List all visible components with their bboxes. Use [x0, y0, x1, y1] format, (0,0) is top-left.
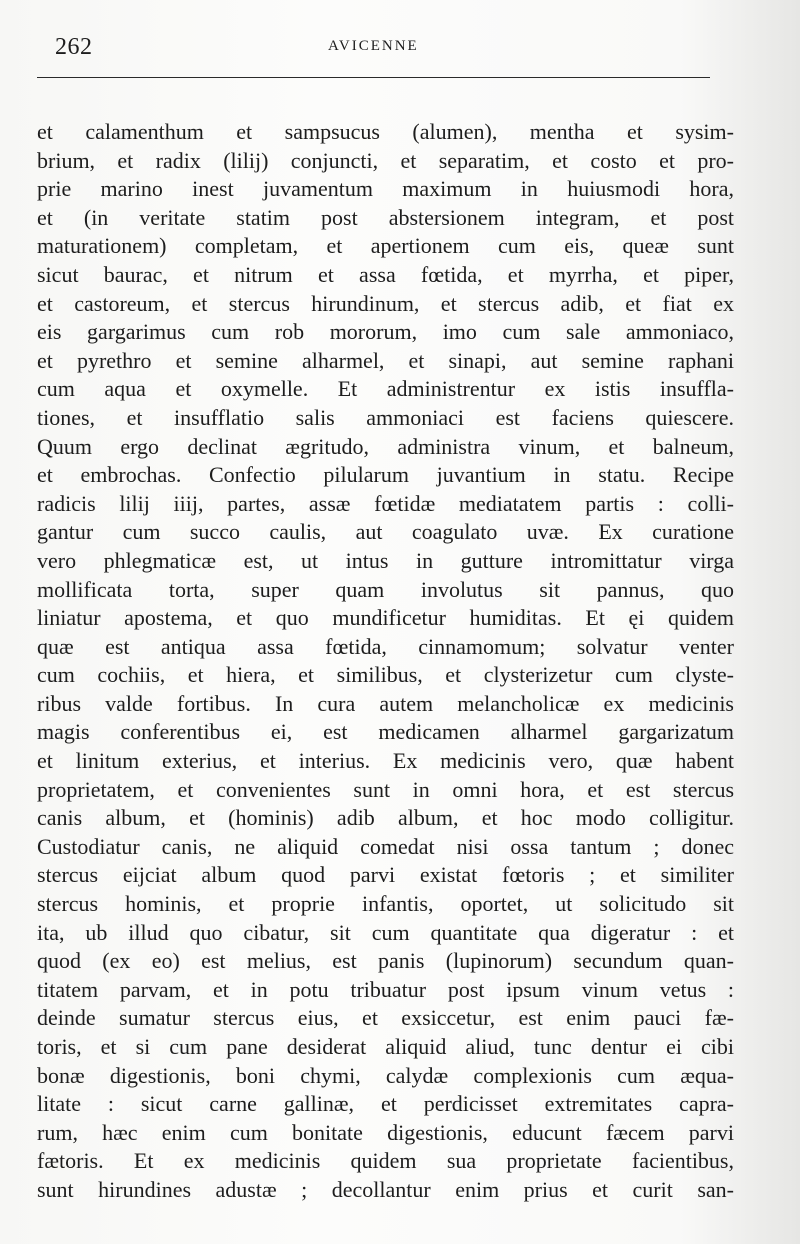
- text-line: maturationem) completam, et apertionem cum eis, queæ sunt: [37, 233, 734, 259]
- text-line: cum cochiis, et hiera, et similibus, et clysterizetur cum clyste-: [37, 662, 734, 688]
- text-line: ribus valde fortibus. In cura autem melancholicæ ex medicinis: [37, 690, 734, 716]
- text-line: et linitum exterius, et interius. Ex medicinis vero, quæ habent: [37, 748, 734, 774]
- text-line: titatem parvam, et in potu tribuatur post ipsum vinum vetus :: [37, 976, 734, 1002]
- text-line: mollificata torta, super quam involutus sit pannus, quo: [37, 576, 734, 602]
- body-text: [37, 118, 737, 1205]
- text-line: toris, et si cum pane desiderat aliquid aliud, tunc dentur ei cibi: [37, 1034, 734, 1059]
- text-line: et embrochas. Confectio pilularum juvantium in statu. Recipe: [37, 462, 734, 488]
- text-line: Custodiatur canis, ne aliquid comedat nisi ossa tantum ; donec: [37, 833, 734, 859]
- text-line: prie marino inest juvamentum maximum in huiusmodi hora,: [37, 176, 734, 202]
- text-line: liniatur apostema, et quo mundificetur humiditas. Et ęi quidem: [37, 605, 734, 631]
- text-line: sicut baurac, et nitrum et assa fœtida, et myrrha, et piper,: [37, 261, 734, 287]
- page-number: 262: [55, 34, 93, 60]
- text-line: brium, et radix (lilij) conjuncti, et separatim, et costo et pro-: [37, 147, 734, 173]
- text-line: quæ est antiqua assa fœtida, cinnamomum; solvatur venter: [37, 633, 734, 659]
- text-line: sunt hirundines adustæ ; decollantur enim prius et curit san-: [37, 1176, 734, 1202]
- header-rule: [37, 77, 710, 78]
- text-line: et pyrethro et semine alharmel, et sinapi, aut semine raphani: [37, 347, 734, 373]
- text-line: deinde sumatur stercus eius, et exsiccetur, est enim pauci fæ-: [37, 1005, 734, 1031]
- text-line: proprietatem, et convenientes sunt in omni hora, et est stercus: [37, 776, 734, 802]
- text-line: fætoris. Et ex medicinis quidem sua proprietate facientibus,: [37, 1148, 734, 1174]
- text-line: et (in veritate statim post abstersionem integram, et post: [37, 204, 734, 230]
- text-line: Quum ergo declinat ægritudo, administra vinum, et balneum,: [37, 433, 734, 459]
- text-line: et calamenthum et sampsucus (alumen), mentha et sysim-: [37, 119, 734, 144]
- text-line: litate : sicut carne gallinæ, et perdicisset extremitates capra-: [37, 1091, 734, 1117]
- text-line: cum aqua et oxymelle. Et administrentur ex istis insuffla-: [37, 376, 734, 402]
- text-line: radicis lilij iiij, partes, assæ fœtidæ mediatatem partis : colli-: [37, 490, 734, 516]
- text-line: vero phlegmaticæ est, ut intus in gutture intromittatur virga: [37, 547, 734, 573]
- text-line: quod (ex eo) est melius, est panis (lupinorum) secundum quan-: [37, 948, 734, 974]
- text-line: eis gargarimus cum rob mororum, imo cum sale ammoniaco,: [37, 319, 734, 345]
- text-line: gantur cum succo caulis, aut coagulato uvæ. Ex curatione: [37, 519, 734, 545]
- text-line: canis album, et (hominis) adib album, et hoc modo colligitur.: [37, 805, 734, 831]
- text-line: rum, hæc enim cum bonitate digestionis, educunt fæcem parvi: [37, 1119, 734, 1145]
- text-line: ita, ub illud quo cibatur, sit cum quantitate qua digeratur : et: [37, 919, 734, 945]
- text-line: magis conferentibus ei, est medicamen alharmel gargarizatum: [37, 719, 734, 745]
- text-line: stercus eijciat album quod parvi existat fœtoris ; et similiter: [37, 862, 734, 888]
- text-line: stercus hominis, et proprie infantis, oportet, ut solicitudo sit: [37, 891, 734, 917]
- running-head: AVICENNE: [328, 38, 419, 54]
- text-line: et castoreum, et stercus hirundinum, et stercus adib, et fiat ex: [37, 290, 734, 316]
- text-line: tiones, et insufflatio salis ammoniaci est faciens quiescere.: [37, 404, 734, 430]
- text-line: bonæ digestionis, boni chymi, calydæ complexionis cum æqua-: [37, 1062, 734, 1088]
